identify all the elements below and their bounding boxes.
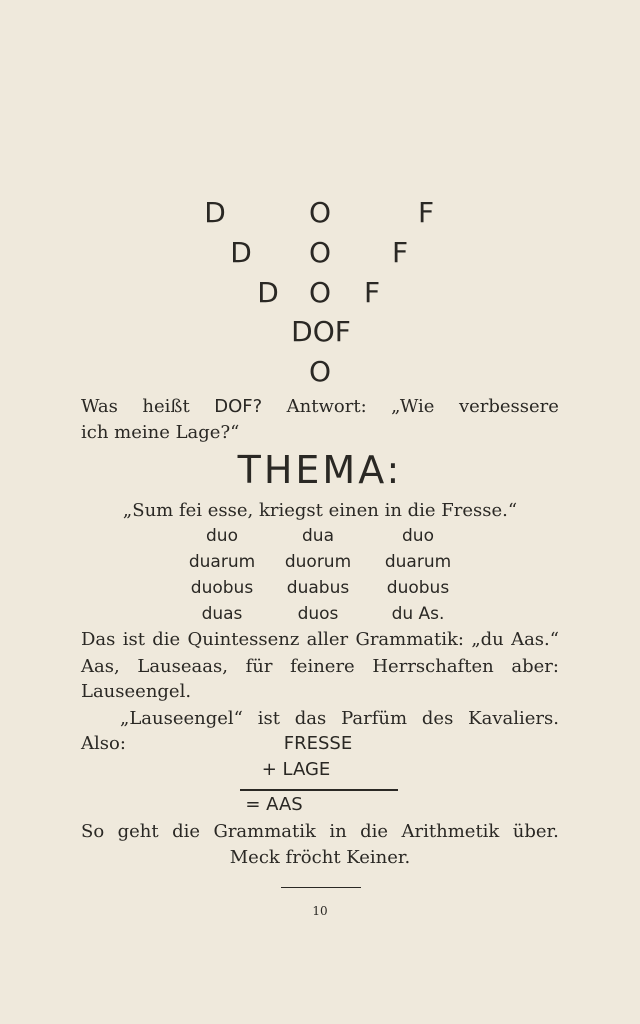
declension-cell: du As. <box>391 604 445 624</box>
word: Lauseaas, <box>137 656 228 677</box>
declension-cell: duarum <box>384 552 452 572</box>
pyramid-word: DOF <box>291 315 351 348</box>
word: heißt <box>142 396 190 417</box>
pyramid-letter: F <box>363 276 381 309</box>
word: die <box>172 821 200 842</box>
word: über. <box>512 821 559 842</box>
final-line: Meck fröcht Keiner. <box>229 847 411 868</box>
page-number: 10 <box>312 904 328 918</box>
pyramid-letter: F <box>391 236 409 269</box>
word: Quintessenz <box>187 629 300 650</box>
declension-cell: duorum <box>284 552 352 572</box>
word: feinere <box>290 656 355 677</box>
word: „du <box>471 629 504 650</box>
sum-term-2: + LAGE <box>261 759 331 780</box>
paragraph-line-3: Lauseengel. <box>81 681 192 702</box>
declension-cell: duabus <box>286 578 350 598</box>
declension-cell: duobus <box>386 578 450 598</box>
sum-rule <box>240 789 398 791</box>
intro-line-1 <box>81 396 559 417</box>
word: Kavaliers. <box>468 708 559 729</box>
word: verbessere <box>458 396 559 417</box>
sum-term-1: FRESSE <box>283 733 353 754</box>
word: So <box>81 821 105 842</box>
also-label: Also: <box>81 733 126 754</box>
word: „Wie <box>391 396 435 417</box>
declension-cell: duos <box>297 604 339 624</box>
word: Grammatik: <box>355 629 464 650</box>
word: aber: <box>511 656 559 677</box>
latin-quote: „Sum fei esse, kriegst einen in die Fresse.“ <box>122 500 518 521</box>
intro-line-2: ich meine Lage?“ <box>81 422 240 443</box>
pyramid-letter: D <box>204 196 226 229</box>
word: Aas.“ <box>511 629 559 650</box>
page-title: THEMA: <box>237 448 403 492</box>
pyramid-letter: D <box>257 276 279 309</box>
pyramid-letter: O <box>308 236 332 269</box>
word: DOF? <box>214 396 263 417</box>
word: geht <box>117 821 159 842</box>
word: „Lauseengel“ <box>120 708 243 729</box>
paragraph-line-2 <box>81 656 559 677</box>
word: für <box>245 656 273 677</box>
pyramid-letter: O <box>308 276 332 309</box>
declension-cell: duo <box>206 526 238 546</box>
pyramid-letter: O <box>308 355 332 388</box>
word: aller <box>306 629 349 650</box>
declension-cell: duo <box>402 526 434 546</box>
word: die <box>360 821 389 842</box>
word: ist <box>122 629 145 650</box>
footer-rule <box>281 887 361 888</box>
pyramid-letter: F <box>417 196 435 229</box>
pyramid-letter: D <box>230 236 252 269</box>
paragraph-line-4 <box>120 708 559 729</box>
word: Was <box>81 396 118 417</box>
declension-cell: duobus <box>190 578 254 598</box>
sum-result: = AAS <box>245 794 303 815</box>
word: Das <box>81 629 116 650</box>
pyramid-letter: O <box>308 196 332 229</box>
word: die <box>152 629 181 650</box>
declension-cell: duarum <box>188 552 256 572</box>
declension-cell: duas <box>201 604 243 624</box>
paragraph-line-1 <box>81 629 559 650</box>
word: Antwort: <box>286 396 367 417</box>
word: Aas, <box>81 656 120 677</box>
word: Parfüm <box>341 708 408 729</box>
word: in <box>329 821 347 842</box>
word: Grammatik <box>213 821 316 842</box>
closing-line <box>81 821 559 842</box>
word: Herrschaften <box>372 656 494 677</box>
word: Arithmetik <box>401 821 500 842</box>
word: das <box>294 708 327 729</box>
word: des <box>421 708 454 729</box>
word: ist <box>257 708 280 729</box>
declension-cell: dua <box>302 526 334 546</box>
